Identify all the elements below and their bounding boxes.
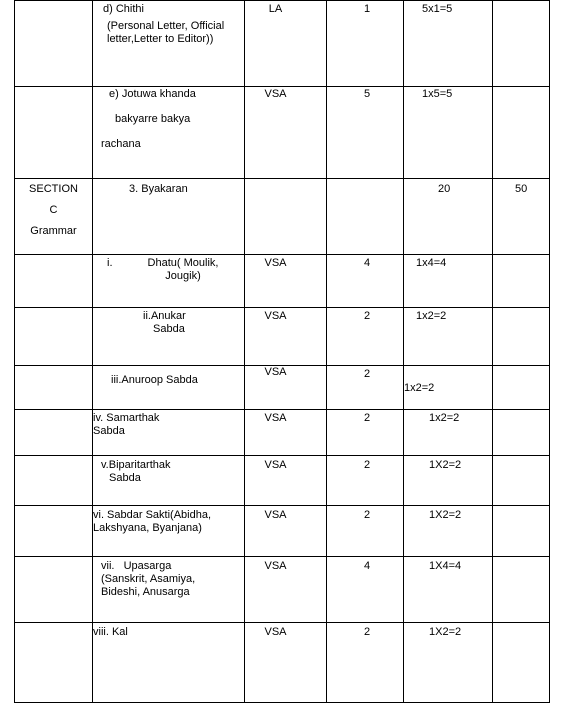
type-label: VSA [264,560,287,572]
marks-cell [404,506,493,557]
section-cell [15,179,93,255]
topic-cell [93,623,245,703]
total-cell [493,410,550,456]
qn-label: 2 [364,368,371,380]
type-label: VSA [264,257,287,269]
type-cell [245,366,327,410]
topic-label: Dhatu( Moulik, Jougik) [147,257,219,282]
table-row [15,410,550,456]
total-cell [493,179,550,255]
qn-cell [327,557,404,623]
type-label: VSA [264,412,287,424]
qn-cell [327,179,404,255]
table-row [15,179,550,255]
total-cell [493,366,550,410]
topic-line: Sabda [109,472,141,484]
type-label: VSA [264,459,287,471]
topic-line: (Sanskrit, Asamiya, [101,573,196,585]
topic-cell [93,456,245,506]
type-cell [245,623,327,703]
section-line: C [49,204,58,216]
table-row [15,623,550,703]
section-cell [15,255,93,308]
qn-label: 2 [364,412,371,424]
topic-line: vii. Upasarga [101,560,172,572]
qn-label: 1 [364,3,371,15]
total-cell [493,623,550,703]
topic-cell [93,410,245,456]
qn-label: 2 [364,459,371,471]
topic-line: bakyarre bakya [115,113,191,125]
section-cell [15,410,93,456]
marks-cell [404,255,493,308]
marks-label: 20 [438,183,451,195]
topic-cell [93,1,245,87]
table-row [15,506,550,557]
topic-cell [93,366,245,410]
marks-label: 1X4=4 [429,560,462,572]
marks-label: 1x4=4 [416,257,447,269]
type-label: VSA [264,310,287,322]
qn-cell [327,308,404,366]
qn-cell [327,623,404,703]
type-cell [245,87,327,179]
type-cell [245,557,327,623]
topic-cell [93,557,245,623]
topic-cell [93,308,245,366]
topic-line: ii.Anukar [143,310,186,322]
topic-line: Bideshi, Anusarga [101,586,190,598]
type-cell [245,410,327,456]
type-label: VSA [264,626,287,638]
marks-label: 1X2=2 [429,459,462,471]
table-row [15,308,550,366]
topic-line: rachana [101,138,141,150]
table-row [15,366,550,410]
marks-label: 1x2=2 [404,382,435,394]
marks-label: 1x2=2 [429,412,460,424]
marks-cell [404,308,493,366]
type-cell [245,1,327,87]
qn-label: 2 [364,310,371,322]
section-cell [15,366,93,410]
topic-sub: (Personal Letter, Official letter,Letter to Editor)) [107,20,225,45]
marks-cell [404,87,493,179]
topic-label: d) Chithi [103,3,144,15]
total-cell [493,456,550,506]
topic-cell [93,506,245,557]
qn-cell [327,87,404,179]
total-cell [493,255,550,308]
topic-cell [93,255,245,308]
total-cell [493,557,550,623]
syllabus-table [14,0,550,703]
total-cell [493,308,550,366]
table-row [15,456,550,506]
topic-label: viii. Kal [93,626,128,638]
topic-line: v.Biparitarthak [101,459,171,471]
total-cell [493,87,550,179]
section-cell [15,1,93,87]
topic-line: iv. Samarthak [93,412,160,424]
topic-cell [93,87,245,179]
total-cell [493,506,550,557]
section-cell [15,456,93,506]
type-cell [245,506,327,557]
section-cell [15,623,93,703]
topic-line: e) Jotuwa khanda [109,88,196,100]
section-cell [15,87,93,179]
qn-label: 4 [364,560,371,572]
type-label: VSA [264,88,287,100]
marks-cell [404,410,493,456]
marks-label: 1X2=2 [429,509,462,521]
qn-label: 2 [364,626,371,638]
topic-label: vi. Sabdar Sakti(Abidha, Lakshyana, Byanjana) [93,509,212,534]
total-cell [493,1,550,87]
topic-line: Sabda [93,425,125,437]
type-cell [245,308,327,366]
table-row [15,1,550,87]
qn-cell [327,255,404,308]
qn-label: 4 [364,257,371,269]
qn-cell [327,1,404,87]
topic-index: i. [107,257,113,269]
marks-label: 1x5=5 [422,88,453,100]
section-cell [15,308,93,366]
marks-cell [404,179,493,255]
type-cell [245,179,327,255]
marks-label: 5x1=5 [422,3,453,15]
type-label: LA [268,3,283,15]
section-line: SECTION [29,183,78,195]
marks-label: 1x2=2 [416,310,447,322]
qn-cell [327,410,404,456]
type-label: VSA [264,366,287,378]
qn-cell [327,506,404,557]
total-label: 50 [515,183,528,195]
qn-label: 2 [364,509,371,521]
marks-cell [404,366,493,410]
qn-cell [327,456,404,506]
marks-cell [404,623,493,703]
marks-cell [404,557,493,623]
topic-line: Sabda [153,323,185,335]
type-cell [245,456,327,506]
topic-label: 3. Byakaran [129,183,188,195]
qn-cell [327,366,404,410]
marks-cell [404,1,493,87]
table-row [15,557,550,623]
table-row [15,255,550,308]
section-line: Grammar [30,225,77,237]
section-cell [15,506,93,557]
section-cell [15,557,93,623]
marks-cell [404,456,493,506]
topic-label: iii.Anuroop Sabda [111,374,198,386]
table-row [15,87,550,179]
topic-cell [93,179,245,255]
marks-label: 1X2=2 [429,626,462,638]
qn-label: 5 [364,88,371,100]
type-cell [245,255,327,308]
type-label: VSA [264,509,287,521]
